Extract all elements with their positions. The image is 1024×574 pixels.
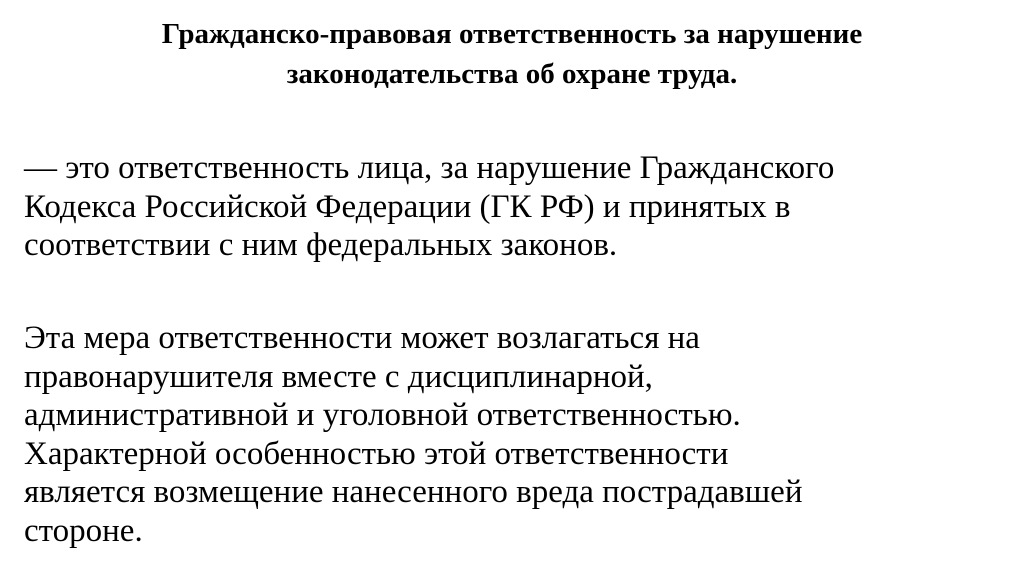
text-line: административной и уголовной ответственностью. [24,397,741,433]
text-line: соответствии с ним федеральных законов. [24,227,618,263]
definition-paragraph [24,149,834,265]
text-line: Эта мера ответственности может возлагаться на [24,320,700,356]
text-line: является возмещение нанесенного вреда пострадавшей [24,474,803,510]
text-line: Характерной особенностью этой ответственности [24,435,729,472]
description-paragraph [24,319,802,550]
text-line: Кодекса Российской Федерации (ГК РФ) и принятых в [24,188,791,225]
text-line: правонарушителя вместе с дисциплинарной, [24,358,653,395]
slide-title [20,14,1004,94]
title-line: Гражданско-правовая ответственность за нарушение [161,18,863,50]
text-line: стороне. [24,512,143,549]
text-line: — это ответственность лица, за нарушение Гражданского [24,150,835,186]
title-line: законодательства об охране труда. [286,58,738,90]
